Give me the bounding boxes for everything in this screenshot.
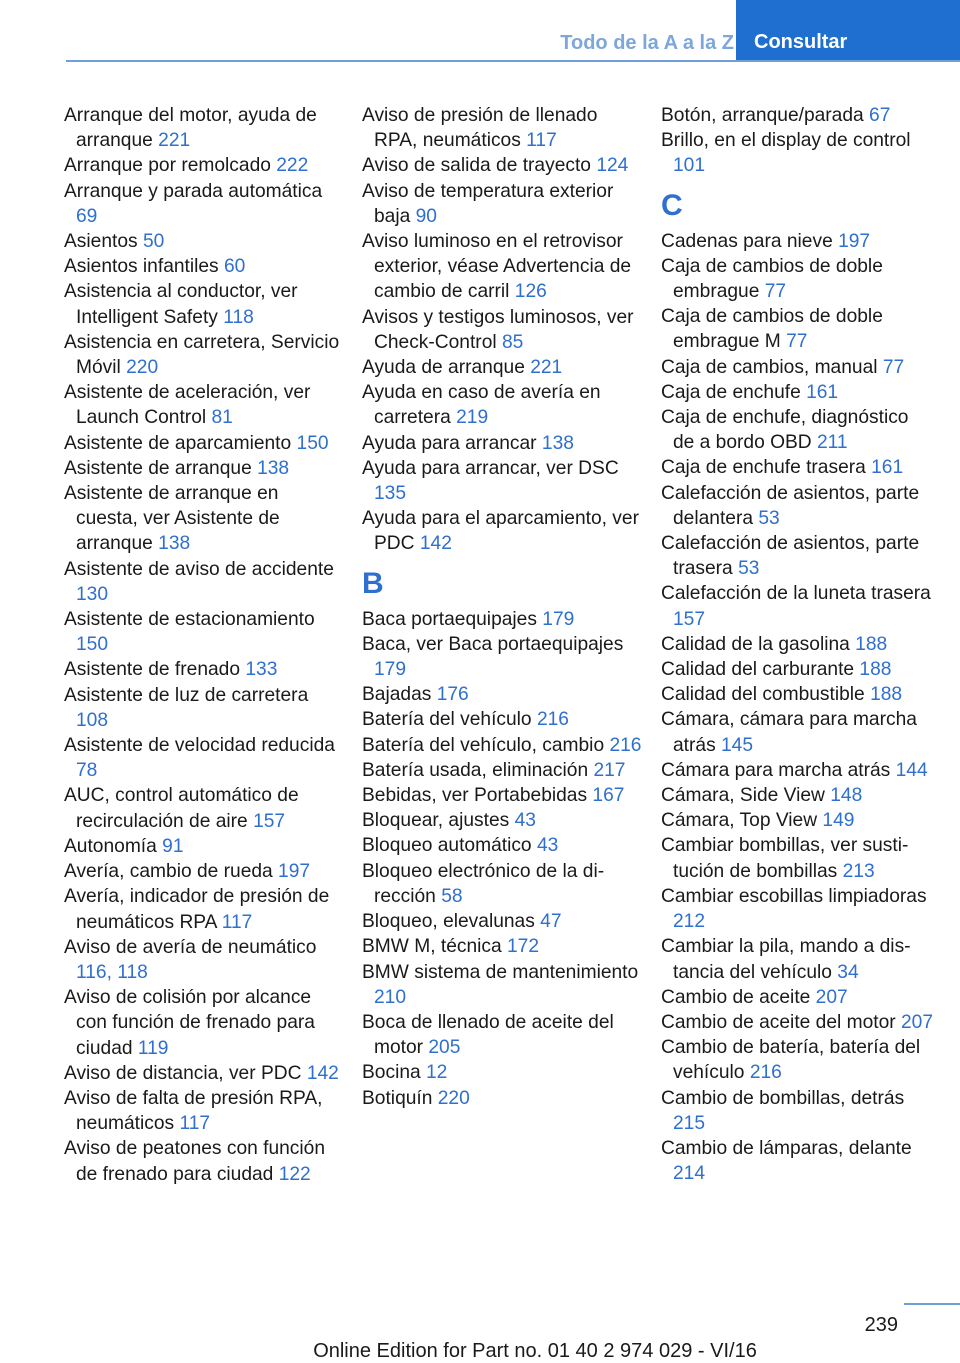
index-entry-text: Cambiar bombillas, ver sustitución de bombillas (661, 835, 909, 882)
page-reference-link[interactable]: 130 (76, 583, 109, 605)
tab-label: Consultar (754, 31, 848, 53)
index-entry-text: Baca portaequipajes (362, 608, 537, 630)
page-reference-link[interactable]: 117 (526, 130, 557, 152)
index-entry (661, 1086, 933, 1136)
index-entry-text: Autonomía (64, 835, 157, 857)
index-entry (362, 229, 642, 305)
index-entry-text: Aviso de distancia, ver PDC (64, 1062, 302, 1084)
index-entry (64, 103, 344, 153)
index-entry (362, 859, 642, 909)
page-reference-link[interactable]: 58 (441, 885, 463, 907)
index-entry-text: Arranque del motor, ayuda de arranque (64, 105, 317, 152)
page-reference-link[interactable]: 90 (415, 205, 437, 227)
index-entry-text: Calefacción de asientos, parte trasera (661, 533, 920, 580)
index-entry-text: BMW sistema de mantenimiento (362, 961, 639, 983)
index-column-1 (64, 103, 344, 1187)
page-reference-link[interactable]: 77 (882, 356, 905, 378)
index-entry-text: Bajadas (362, 684, 432, 706)
index-entry-text: Aviso de peatones con función de frenado para ciudad (64, 1138, 325, 1185)
page-reference-link[interactable]: 179 (542, 608, 575, 630)
index-entry-text: Baca, ver Baca portaequipajes (362, 633, 624, 655)
page-reference-link[interactable]: 176 (436, 684, 469, 706)
index-entry-text: Calidad del combustible (661, 684, 865, 706)
index-entry (661, 103, 933, 128)
index-entry (362, 833, 642, 858)
index-entry (362, 607, 642, 632)
index-entry (362, 934, 642, 959)
index-entry-text: Boca de llenado de aceite del motor (362, 1011, 614, 1059)
page-reference-link[interactable]: 150 (296, 432, 329, 454)
page-reference-link[interactable]: 77 (786, 331, 808, 353)
index-entry-text: Asientos infantiles (64, 256, 219, 278)
index-entry (64, 884, 344, 934)
index-entry-text: Caja de cambios, manual (661, 356, 878, 378)
index-entry-text: Cambio de aceite del motor (661, 1011, 896, 1033)
index-entry-text: Aviso de avería de neumático (64, 936, 317, 958)
index-entry (661, 985, 933, 1010)
index-entry (64, 153, 344, 178)
page-reference-link[interactable]: 216 (536, 709, 569, 731)
page-reference-link[interactable]: 205 (428, 1037, 461, 1059)
index-entry-text: Bloquear, ajustes (362, 810, 510, 832)
index-entry (362, 1060, 642, 1085)
index-entry-text: Cambiar la pila, mando a distancia del vehículo (661, 936, 911, 983)
page-reference-link[interactable]: 216 (609, 734, 642, 756)
index-entry-text: Ayuda en caso de avería en carretera (362, 382, 601, 429)
index-entry-text: Caja de cambios de doble embrague M (661, 306, 883, 353)
page-reference-link[interactable]: 220 (126, 357, 159, 379)
page-reference-link[interactable]: 197 (278, 861, 311, 883)
page-reference-link[interactable]: 214 (673, 1163, 706, 1185)
index-entry (661, 355, 933, 380)
index-entry-text: Caja de enchufe, diagnóstico de a bordo OBD (661, 407, 909, 454)
index-entry (362, 456, 642, 506)
index-entry-text: Asistente de arranque en cuesta, ver Asistente de arranque (64, 483, 280, 555)
index-entry (362, 707, 642, 732)
index-entry (661, 808, 933, 833)
page-reference-link[interactable]: 213 (842, 860, 875, 882)
index-entry (661, 632, 933, 657)
page-reference-link[interactable]: 221 (530, 357, 563, 379)
page-number: 239 (864, 1314, 898, 1336)
index-entry (661, 531, 933, 581)
header-rule (66, 60, 960, 62)
page-reference-link[interactable]: 117 (221, 911, 253, 933)
index-entry (661, 884, 933, 934)
page-reference-link[interactable]: 216 (749, 1062, 782, 1084)
page-reference-link[interactable]: 81 (211, 407, 233, 429)
index-letter-heading: B (362, 566, 384, 600)
index-entry (362, 305, 642, 355)
index-entry (362, 960, 642, 1010)
index-entry-text: Asistente de arranque (64, 457, 252, 479)
header-bar (0, 0, 960, 62)
index-entry-text: Bloqueo electrónico de la dirección (362, 860, 605, 907)
page-reference-link[interactable]: 197 (838, 230, 871, 252)
index-entry-text: Brillo, en el display de control (661, 130, 911, 152)
index-entry-text: AUC, control automático de recirculación de aire (64, 785, 299, 832)
index-entry (64, 456, 344, 481)
index-entry-text: Cambio de lámparas, delante (661, 1137, 912, 1159)
index-entry (64, 380, 344, 430)
index-entry-text: Asistente de frenado (64, 659, 241, 681)
index-entry (661, 1136, 933, 1186)
index-entry (64, 1136, 344, 1186)
index-entry-text: Cámara, cámara para marcha atrás (661, 709, 917, 756)
index-entry (661, 707, 933, 757)
index-entry-text: Asistente de aviso de accidente (64, 558, 334, 580)
index-entry (661, 455, 933, 480)
index-entry-text: Aviso de colisión por alcance con función de frenado para ciudad (64, 987, 315, 1059)
page-reference-link[interactable]: 101 (673, 155, 706, 177)
page-reference-link[interactable]: 219 (456, 407, 489, 429)
index-entry-text: Batería del vehículo, cambio (362, 734, 605, 756)
page-reference-link[interactable]: 221 (158, 130, 191, 152)
index-entry-text: Caja de enchufe trasera (661, 457, 866, 479)
index-entry (64, 330, 344, 380)
index-entry-text: Asistencia al conductor, ver Intelligent Safety (64, 281, 298, 328)
index-entry-text: Ayuda para el aparcamiento, ver PDC (362, 508, 639, 555)
page-reference-link[interactable]: 119 (137, 1037, 169, 1059)
page-reference-link[interactable]: 188 (859, 659, 892, 681)
page-reference-link[interactable]: 138 (158, 533, 191, 555)
page-reference-link[interactable]: 138 (257, 457, 290, 479)
index-entry-text: Calidad del carburante (661, 659, 855, 681)
index-entry-text: Asistencia en carretera, Servicio Móvil (64, 331, 340, 379)
page-reference-link[interactable]: 116, 118 (76, 961, 148, 983)
index-entry (362, 355, 642, 380)
index-entry (661, 1035, 933, 1085)
index-entry-text: Cámara, Top View (661, 810, 818, 832)
page-reference-link[interactable]: 43 (536, 835, 559, 857)
index-entry (362, 808, 642, 833)
index-entry (64, 1086, 344, 1136)
index-entry (64, 229, 344, 254)
page-reference-link[interactable]: 133 (245, 659, 278, 681)
index-entry (64, 683, 344, 733)
index-entry-text: Cambio de bombillas, detrás (661, 1087, 905, 1109)
page-reference-link[interactable]: 157 (673, 608, 706, 630)
index-entry (362, 179, 642, 229)
index-entry-text: BMW M, técnica (362, 936, 502, 958)
index-entry-text: Aviso de salida de trayecto (362, 155, 591, 177)
index-entry (64, 834, 344, 859)
index-entry-text: Botón, arranque/parada (661, 105, 864, 126)
page-reference-link[interactable]: 78 (76, 760, 98, 782)
index-entry-text: Calefacción de la luneta trasera (661, 583, 931, 605)
page-reference-link[interactable]: 117 (179, 1113, 211, 1135)
index-entry (362, 153, 642, 178)
index-entry-text: Calidad de la gasolina (661, 633, 850, 655)
index-entry-text: Aviso luminoso en el retrovisor exterior, véase Advertencia de cambio de carril (362, 231, 632, 303)
page-reference-link[interactable]: 222 (276, 155, 309, 177)
index-entry-text: Bebidas, ver Portabebidas (362, 785, 588, 807)
index-entry (64, 859, 344, 884)
index-entry (362, 909, 642, 934)
index-entry (362, 758, 642, 783)
index-entry (362, 733, 642, 758)
index-entry (661, 304, 933, 354)
index-entry (661, 380, 933, 405)
index-entry-text: Asistente de velocidad reducida (64, 735, 335, 757)
index-entry-text: Batería del vehículo (362, 709, 532, 731)
index-entry-text: Bloqueo automático (362, 835, 532, 857)
page-reference-link[interactable]: 172 (507, 936, 540, 958)
page-reference-link[interactable]: 142 (306, 1062, 339, 1084)
index-entry (661, 833, 933, 883)
index-entry-text: Aviso de presión de llenado RPA, neumáticos (362, 105, 598, 152)
index-entry (362, 1010, 642, 1060)
index-entry-text: Arranque por remolcado (64, 155, 271, 177)
index-entry-text: Bloqueo, elevalunas (362, 911, 535, 933)
index-entry-text: Arranque y parada automática (64, 180, 323, 202)
index-column-3 (661, 103, 933, 1186)
index-entry (661, 682, 933, 707)
index-entry (362, 783, 642, 808)
index-entry-text: Cámara para marcha atrás (661, 759, 891, 781)
index-entry (661, 758, 933, 783)
page-reference-link[interactable]: 157 (253, 810, 286, 832)
page-reference-link[interactable]: 34 (837, 961, 859, 983)
page-reference-link[interactable]: 188 (870, 684, 903, 706)
page-reference-link[interactable]: 124 (596, 155, 629, 177)
index-entry-text: Ayuda de arranque (362, 357, 525, 379)
page-reference-link[interactable]: 217 (593, 759, 626, 781)
index-column-2 (362, 103, 642, 1111)
index-entry-text: Batería usada, eliminación (362, 759, 589, 781)
index-entry-text: Aviso de falta de presión RPA, neumáticos (64, 1087, 323, 1135)
page-reference-link[interactable]: 85 (501, 331, 524, 353)
index-entry (362, 431, 642, 456)
index-entry (64, 254, 344, 279)
index-entry (661, 581, 933, 631)
page-reference-link[interactable]: 207 (815, 986, 848, 1008)
index-entry (661, 405, 933, 455)
index-entry-text: Caja de enchufe (661, 381, 801, 403)
index-entry (362, 506, 642, 556)
index-entry-text: Asistente de aparcamiento (64, 432, 292, 454)
index-entry-text: Cadenas para nieve (661, 230, 833, 252)
index-entry (64, 481, 344, 557)
index-entry-text: Cambio de aceite (661, 986, 811, 1008)
page-reference-link[interactable]: 144 (895, 759, 928, 781)
index-entry (64, 1061, 344, 1086)
page-reference-link[interactable]: 148 (830, 785, 863, 807)
index-entry (661, 783, 933, 808)
page-reference-link[interactable]: 211 (817, 432, 848, 454)
index-entry (362, 103, 642, 153)
index-entry-text: Asientos (64, 231, 138, 253)
page-reference-link[interactable]: 167 (592, 785, 625, 807)
index-entry-text: Avisos y testigos luminosos, ver Check-Control (362, 306, 634, 353)
index-letter-heading: C (661, 188, 683, 222)
page-reference-link[interactable]: 210 (374, 986, 407, 1008)
page-reference-link[interactable]: 142 (419, 533, 452, 555)
page-reference-link[interactable]: 60 (224, 256, 246, 278)
index-entry-text: Caja de cambios de doble embrague (661, 255, 883, 303)
page-reference-link[interactable]: 126 (514, 281, 547, 303)
page-reference-link[interactable]: 150 (76, 634, 109, 656)
index-entry (64, 279, 344, 329)
page-reference-link[interactable]: 215 (673, 1112, 706, 1134)
page-reference-link[interactable]: 118 (223, 306, 254, 328)
index-entry (64, 985, 344, 1061)
page-reference-link[interactable]: 91 (162, 835, 184, 857)
index-entry (64, 431, 344, 456)
page-reference-link[interactable]: 77 (764, 281, 787, 303)
index-entry-text: Cámara, Side View (661, 785, 825, 807)
page-reference-link[interactable]: 53 (738, 558, 760, 580)
index-entry (362, 632, 642, 682)
index-entry-text: Asistente de estacionamiento (64, 609, 315, 631)
index-entry-text: Asistente de aceleración, ver Launch Control (64, 382, 311, 429)
page-reference-link[interactable]: 207 (900, 1011, 933, 1033)
index-entry (64, 179, 344, 229)
index-entry (64, 935, 344, 985)
page-reference-link[interactable]: 212 (673, 911, 706, 933)
index-entry (64, 783, 344, 833)
page-reference-link[interactable]: 50 (142, 231, 165, 253)
page-reference-link[interactable]: 67 (869, 105, 891, 126)
page-reference-link[interactable]: 108 (76, 709, 109, 731)
tab-consultar[interactable] (736, 0, 960, 62)
page-reference-link[interactable]: 188 (855, 633, 888, 655)
index-entry-text: Cambiar escobillas limpiadoras (661, 885, 927, 907)
index-entry (362, 380, 642, 430)
section-title: Todo de la A a la Z (560, 32, 734, 54)
page-reference-link[interactable]: 69 (76, 205, 98, 227)
index-entry-text: Calefacción de asientos, parte delantera (661, 482, 920, 529)
footer-rule (904, 1303, 960, 1305)
index-entry-text: Avería, cambio de rueda (64, 861, 273, 883)
page-reference-link[interactable]: 161 (871, 457, 904, 479)
index-entry (661, 128, 933, 178)
index-entry-text: Cambio de batería, batería del vehículo (661, 1037, 921, 1084)
index-entry (362, 1086, 642, 1111)
index-entry (661, 1010, 933, 1035)
index-entry-text: Aviso de temperatura exterior baja (362, 180, 614, 227)
index-entry-text: Bocina (362, 1062, 421, 1084)
page-reference-link[interactable]: 149 (822, 810, 855, 832)
index-entry-text: Ayuda para arrancar (362, 432, 537, 454)
index-entry (661, 481, 933, 531)
index-entry (362, 682, 642, 707)
index-entry (661, 657, 933, 682)
index-entry (64, 557, 344, 607)
index-entry-text: Asistente de luz de carretera (64, 684, 309, 706)
page-reference-link[interactable]: 122 (278, 1163, 311, 1185)
index-entry-text: Avería, indicador de presión de neumáticos RPA (64, 886, 330, 933)
page-reference-link[interactable]: 43 (514, 810, 536, 832)
page-reference-link[interactable]: 135 (374, 483, 407, 505)
edition-footer: Online Edition for Part no. 01 40 2 974 029 - VI/16 (313, 1340, 757, 1362)
page-reference-link[interactable]: 179 (374, 659, 407, 681)
page-reference-link[interactable]: 12 (426, 1062, 448, 1084)
index-entry (64, 733, 344, 783)
index-entry (64, 657, 344, 682)
page-reference-link[interactable]: 145 (721, 734, 754, 756)
index-entry (661, 254, 933, 304)
page-reference-link[interactable]: 53 (758, 507, 780, 529)
page-reference-link[interactable]: 161 (806, 381, 839, 403)
index-entry-text: Ayuda para arrancar, ver DSC (362, 457, 619, 479)
page-reference-link[interactable]: 138 (541, 432, 574, 454)
index-entry (661, 934, 933, 984)
page-reference-link[interactable]: 47 (540, 911, 562, 933)
index-entry-text: Botiquín (362, 1087, 433, 1109)
page-reference-link[interactable]: 220 (437, 1087, 470, 1109)
index-entry (661, 229, 933, 254)
index-entry (64, 607, 344, 657)
